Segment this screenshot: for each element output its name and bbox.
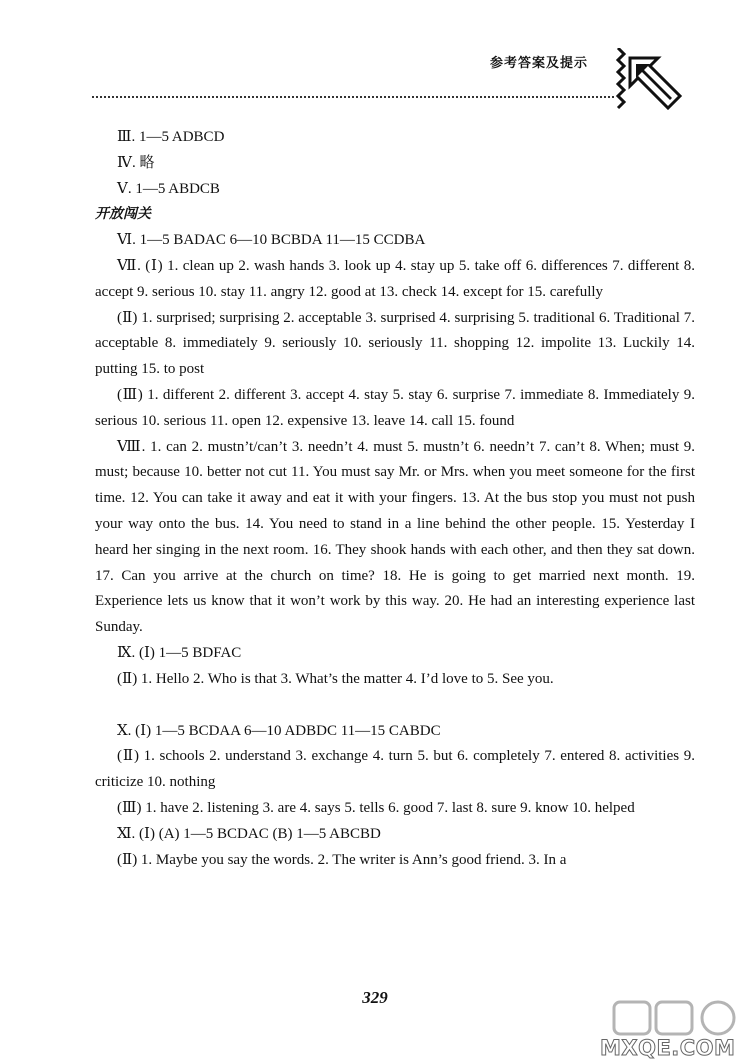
- answer-line: Ⅹ. (Ⅰ) 1—5 BCDAA 6—10 ADBDC 11—15 CABDC: [117, 722, 441, 739]
- answer-paragraph: (Ⅲ) 1. have 2. listening 3. are 4. says 5. tells 6. good 7. last 8. sure 9. know 10. helped: [117, 799, 635, 816]
- answer-line: Ⅸ. (Ⅰ) 1—5 BDFAC: [117, 644, 242, 661]
- answer-line: Ⅲ. 1—5 ADBCD: [117, 129, 225, 145]
- watermark-url: MXQE.COM: [600, 1036, 736, 1060]
- answer-line: Ⅺ. (Ⅰ) (A) 1—5 BCDAC (B) 1—5 ABCBD: [117, 825, 381, 842]
- arrow-icon: [628, 56, 682, 110]
- answer-text: [95, 125, 695, 873]
- answer-line: Ⅴ. 1—5 ABDCB: [117, 180, 220, 197]
- watermark-logo-icon: [610, 998, 740, 1038]
- answer-line: Ⅳ. 略: [117, 154, 155, 171]
- running-header: 参考答案及提示: [490, 56, 589, 71]
- answer-line: Ⅵ. 1—5 BADAC 6—10 BCBDA 11—15 CCDBA: [117, 232, 426, 249]
- zigzag-border-icon: [614, 48, 628, 112]
- answer-paragraph: (Ⅲ) 1. different 2. different 3. accept 4. stay 5. stay 6. surprise 7. immediate 8. Immediately 9. serious 10. serious 11. open 12. expensive 13. leave 14. call 15. found: [95, 386, 695, 429]
- answer-paragraph: (Ⅱ) 1. surprised; surprising 2. acceptable 3. surprised 4. surprising 5. traditional 6. Traditional 7. acceptable 8. immediately 9. seriously 10. seriously 11. shopping 12. impolite 13. Luckily 14. putting 15. to post: [95, 309, 695, 378]
- section-heading: 开放闯关: [95, 206, 151, 223]
- header-divider: [92, 96, 614, 98]
- answer-line: (Ⅱ) 1. Maybe you say the words. 2. The writer is Ann’s good friend. 3. In a: [117, 851, 567, 868]
- page-number: 329: [362, 988, 388, 1007]
- answer-paragraph: Ⅷ. 1. can 2. mustn’t/can’t 3. needn’t 4. must 5. mustn’t 6. needn’t 7. can’t 8. When; must 9. must; because 10. better not cut 11. You must say Mr. or Mrs. when you meet someone for the first time. 12. You can take it away and eat it with your fingers. 13. At the bus stop you must not push your way onto the bus. 14. You need to stand in a line behind the other people. 15. Yesterday I heard her singing in the next room. 16. They shook hands with each other, and then they sat down. 17. Can you arrive at the church on time? 18. He is going to get married next month. 19. Experience lets us know that it won’t work by this way. 20. He had an interesting experience last Sunday.: [95, 438, 695, 636]
- answer-paragraph: (Ⅱ) 1. schools 2. understand 3. exchange 4. turn 5. but 6. completely 7. entered 8. activities 9. criticize 10. nothing: [95, 748, 695, 791]
- answer-paragraph: Ⅶ. (Ⅰ) 1. clean up 2. wash hands 3. look up 4. stay up 5. take off 6. differences 7. different 8. accept 9. serious 10. stay 11. angry 12. good at 13. check 14. except for 15. carefully: [95, 257, 695, 300]
- answer-line: (Ⅱ) 1. Hello 2. Who is that 3. What’s the matter 4. I’d love to 5. See you.: [117, 670, 554, 687]
